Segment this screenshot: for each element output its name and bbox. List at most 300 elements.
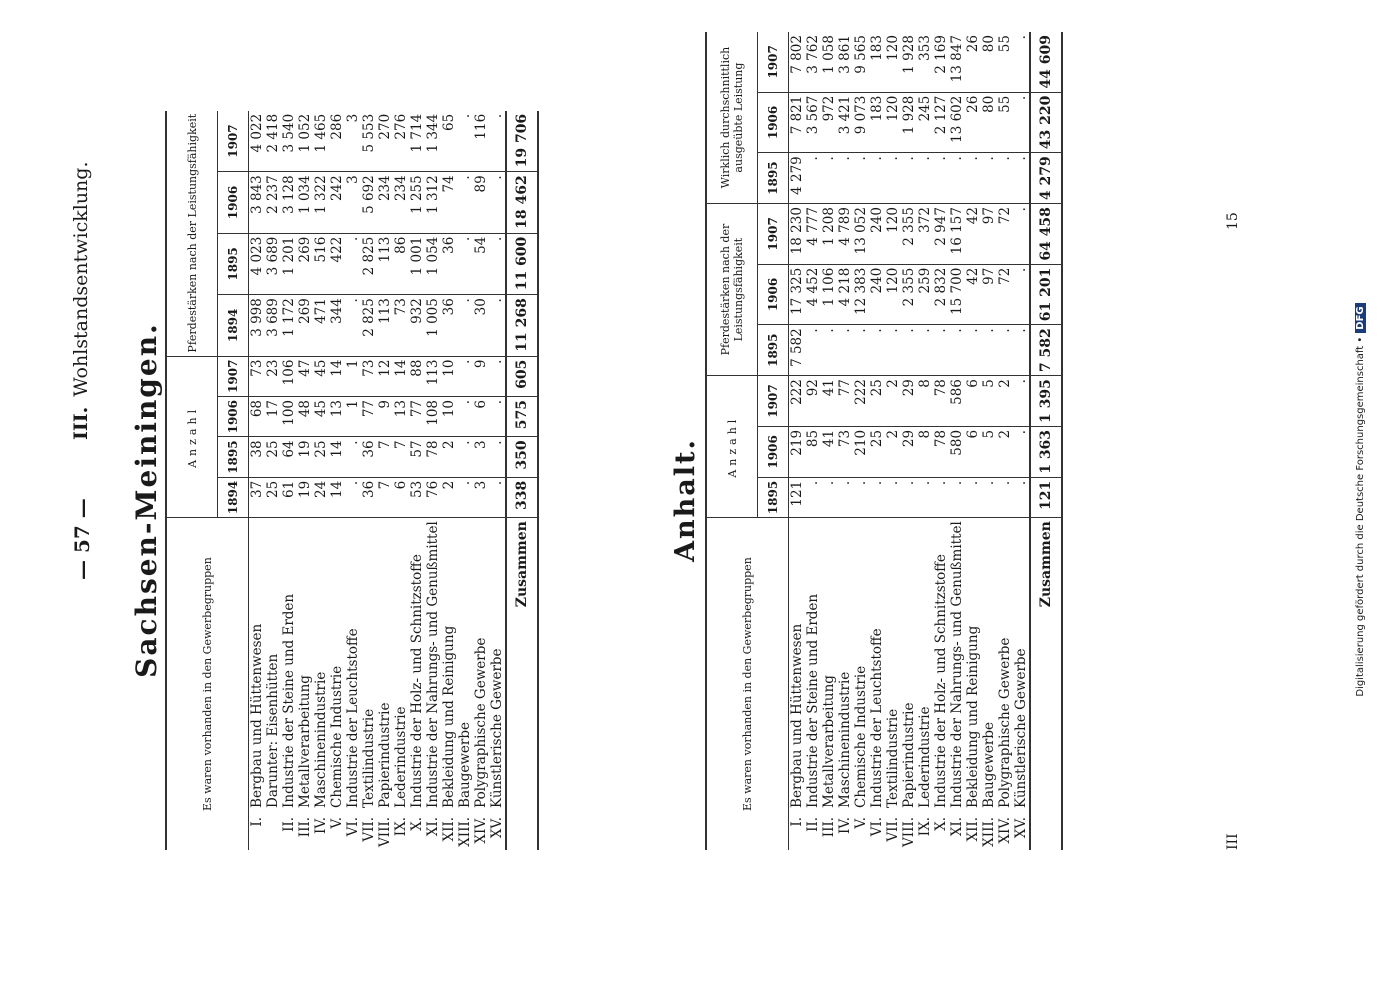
cell-value: . bbox=[837, 325, 853, 376]
row-label: Textilindustrie bbox=[361, 708, 377, 808]
cell-value: 25 bbox=[265, 437, 281, 477]
cell-value: 17 bbox=[265, 396, 281, 436]
cell-value: 97 bbox=[981, 264, 997, 325]
cell-value: . bbox=[965, 325, 981, 376]
cell-value: 29 bbox=[901, 426, 917, 477]
cell-value: 2 355 bbox=[901, 264, 917, 325]
cell-value: 36 bbox=[361, 437, 377, 477]
page-number: — 57 — bbox=[70, 498, 94, 580]
cell-value: 516 bbox=[313, 233, 329, 294]
row-number: II. bbox=[805, 816, 821, 832]
cell-value: 2 bbox=[885, 376, 901, 427]
group-header-anzahl: Anzahl bbox=[166, 356, 218, 518]
cell-value: 242 bbox=[329, 172, 345, 233]
row-number: I. bbox=[249, 816, 265, 827]
cell-value: 100 bbox=[281, 396, 297, 436]
row-label: Künstlerische Gewerbe bbox=[489, 648, 505, 808]
total-label: Zusammen bbox=[506, 518, 538, 850]
cell-value: 42 bbox=[965, 204, 981, 265]
total-value: 11 600 bbox=[506, 233, 538, 294]
cell-value: 73 bbox=[361, 356, 377, 396]
row-number: XII. bbox=[965, 816, 981, 842]
total-value: 7 582 bbox=[1030, 325, 1062, 376]
cell-value: 2 947 bbox=[933, 204, 949, 265]
cell-value: 2 169 bbox=[933, 32, 949, 92]
cell-value: 1 208 bbox=[821, 204, 837, 265]
cell-value: 10 bbox=[441, 396, 457, 436]
table-sachsen-meiningen bbox=[165, 111, 539, 850]
cell-value: . bbox=[489, 477, 506, 517]
row-number: IX. bbox=[917, 816, 933, 837]
row-label: Metallverarbeitung bbox=[297, 675, 313, 808]
total-value: 19 706 bbox=[506, 111, 538, 172]
year-header: 1895 bbox=[218, 233, 249, 294]
row-label: Industrie der Holz- und Schnitzstoffe bbox=[409, 554, 425, 808]
cell-value: 4 279 bbox=[789, 153, 806, 204]
row-number bbox=[265, 811, 281, 850]
group-header-pferdestaerken: Pferdestärken nach der Leistungsfähigkeit bbox=[166, 111, 218, 356]
cell-value: 972 bbox=[821, 92, 837, 153]
row-label: Industrie der Nahrungs- und Genußmittel bbox=[949, 521, 965, 808]
cell-value: 1 106 bbox=[821, 264, 837, 325]
row-label: Polygraphische Gewerbe bbox=[997, 637, 1013, 808]
table-row bbox=[917, 32, 933, 850]
section-title-anhalt: Anhalt. bbox=[670, 438, 701, 562]
signature-mark: III bbox=[1225, 833, 1241, 850]
cell-value: 61 bbox=[281, 477, 297, 517]
cell-value: 344 bbox=[329, 295, 345, 356]
cell-value: 78 bbox=[933, 376, 949, 427]
cell-value: . bbox=[1013, 153, 1030, 204]
row-label: Künstlerische Gewerbe bbox=[1013, 648, 1029, 808]
cell-value: 97 bbox=[981, 204, 997, 265]
cell-value: . bbox=[1013, 477, 1030, 517]
cell-value: 2 832 bbox=[933, 264, 949, 325]
table-row bbox=[821, 32, 837, 850]
cell-value: 8 bbox=[917, 376, 933, 427]
cell-value: . bbox=[949, 477, 965, 517]
row-number: XI. bbox=[949, 816, 965, 837]
cell-value: 116 bbox=[473, 111, 489, 172]
cell-value: 210 bbox=[853, 426, 869, 477]
cell-value: 1 714 bbox=[409, 111, 425, 172]
cell-value: 2 825 bbox=[361, 233, 377, 294]
cell-value: 3 540 bbox=[281, 111, 297, 172]
cell-value: 42 bbox=[965, 264, 981, 325]
cell-value: 245 bbox=[917, 92, 933, 153]
cell-value: 259 bbox=[917, 264, 933, 325]
cell-value: 2 355 bbox=[901, 204, 917, 265]
cell-value: 85 bbox=[805, 426, 821, 477]
cell-value: . bbox=[965, 477, 981, 517]
cell-value: . bbox=[457, 295, 473, 356]
row-label: Lederindustrie bbox=[393, 706, 409, 808]
chapter-number: III. bbox=[70, 406, 92, 440]
cell-value: 6 bbox=[965, 426, 981, 477]
cell-value: 422 bbox=[329, 233, 345, 294]
cell-value: 6 bbox=[965, 376, 981, 427]
cell-value: 3 128 bbox=[281, 172, 297, 233]
cell-value: . bbox=[345, 295, 361, 356]
cell-value: . bbox=[457, 233, 473, 294]
cell-value: 72 bbox=[997, 204, 1013, 265]
cell-value: 2 bbox=[885, 426, 901, 477]
cell-value: 1 255 bbox=[409, 172, 425, 233]
cell-value: 1 052 bbox=[297, 111, 313, 172]
cell-value: . bbox=[489, 233, 506, 294]
cell-value: . bbox=[821, 153, 837, 204]
row-label: Polygraphische Gewerbe bbox=[473, 637, 489, 808]
cell-value: 234 bbox=[377, 172, 393, 233]
cell-value: . bbox=[949, 325, 965, 376]
cell-value: 1 172 bbox=[281, 295, 297, 356]
cell-value: 3 bbox=[345, 172, 361, 233]
cell-value: 120 bbox=[885, 32, 901, 92]
cell-value: 1 201 bbox=[281, 233, 297, 294]
cell-value: . bbox=[997, 477, 1013, 517]
cell-value: . bbox=[981, 325, 997, 376]
total-value: 4 279 bbox=[1030, 153, 1062, 204]
cell-value: 3 689 bbox=[265, 233, 281, 294]
cell-value: 3 689 bbox=[265, 295, 281, 356]
row-number: V. bbox=[329, 816, 345, 829]
table-row bbox=[393, 111, 409, 850]
row-label: Bergbau und Hüttenwesen bbox=[789, 623, 805, 808]
cell-value: 1 344 bbox=[425, 111, 441, 172]
cell-value: . bbox=[837, 153, 853, 204]
cell-value: 26 bbox=[965, 32, 981, 92]
cell-value: . bbox=[901, 325, 917, 376]
cell-value: 471 bbox=[313, 295, 329, 356]
cell-value: 76 bbox=[425, 477, 441, 517]
cell-value: . bbox=[917, 325, 933, 376]
cell-value: 12 bbox=[377, 356, 393, 396]
row-number: XIV. bbox=[997, 816, 1013, 844]
cell-value: 15 700 bbox=[949, 264, 965, 325]
cell-value: 54 bbox=[473, 233, 489, 294]
cell-value: 68 bbox=[249, 396, 266, 436]
cell-value: 30 bbox=[473, 295, 489, 356]
cell-value: 6 bbox=[473, 396, 489, 436]
total-value: 43 220 bbox=[1030, 92, 1062, 153]
cell-value: 2 237 bbox=[265, 172, 281, 233]
row-number: III. bbox=[297, 816, 313, 838]
cell-value: 580 bbox=[949, 426, 965, 477]
cell-value: 1 465 bbox=[313, 111, 329, 172]
cell-value: 9 565 bbox=[853, 32, 869, 92]
cell-value: 26 bbox=[965, 92, 981, 153]
row-number: VI. bbox=[345, 816, 361, 837]
total-value: 1 395 bbox=[1030, 376, 1062, 427]
table-row bbox=[805, 32, 821, 850]
cell-value: 37 bbox=[249, 477, 266, 517]
cell-value: 89 bbox=[473, 172, 489, 233]
cell-value: 12 383 bbox=[853, 264, 869, 325]
table-row bbox=[313, 111, 329, 850]
total-value: 121 bbox=[1030, 477, 1062, 517]
row-number: VI. bbox=[869, 816, 885, 837]
cell-value: 9 bbox=[377, 396, 393, 436]
group-header-wirkliche-leistung: Wirklich durchschnittlich ausgeübte Leistung bbox=[706, 32, 758, 204]
cell-value: . bbox=[489, 111, 506, 172]
cell-value: 7 582 bbox=[789, 325, 806, 376]
cell-value: 73 bbox=[393, 295, 409, 356]
cell-value: 80 bbox=[981, 32, 997, 92]
cell-value: 92 bbox=[805, 376, 821, 427]
cell-value: 78 bbox=[425, 437, 441, 477]
year-header: 1906 bbox=[218, 172, 249, 233]
cell-value: 2 825 bbox=[361, 295, 377, 356]
year-header: 1894 bbox=[218, 295, 249, 356]
cell-value: 6 bbox=[393, 477, 409, 517]
cell-value: . bbox=[837, 477, 853, 517]
cell-value: 13 847 bbox=[949, 32, 965, 92]
cell-value: 5 bbox=[981, 426, 997, 477]
table-row bbox=[281, 111, 297, 850]
row-number: VII. bbox=[361, 816, 377, 842]
cell-value: 13 bbox=[393, 396, 409, 436]
cell-value: 1 058 bbox=[821, 32, 837, 92]
cell-value: . bbox=[885, 325, 901, 376]
cell-value: 269 bbox=[297, 233, 313, 294]
table-row bbox=[997, 32, 1013, 850]
row-label: Industrie der Steine und Erden bbox=[281, 593, 297, 808]
cell-value: . bbox=[1013, 264, 1030, 325]
total-row bbox=[1030, 32, 1062, 850]
cell-value: 222 bbox=[853, 376, 869, 427]
year-header: 1906 bbox=[758, 92, 789, 153]
row-number: XV. bbox=[489, 816, 505, 839]
row-number: X. bbox=[933, 816, 949, 831]
table-row bbox=[789, 32, 806, 850]
cell-value: 113 bbox=[377, 233, 393, 294]
cell-value: 13 052 bbox=[853, 204, 869, 265]
cell-value: 3 567 bbox=[805, 92, 821, 153]
cell-value: 7 802 bbox=[789, 32, 806, 92]
cell-value: 25 bbox=[869, 426, 885, 477]
cell-value: 932 bbox=[409, 295, 425, 356]
year-header: 1907 bbox=[758, 32, 789, 92]
cell-value: . bbox=[457, 356, 473, 396]
cell-value: 2 bbox=[441, 437, 457, 477]
cell-value: 2 bbox=[997, 426, 1013, 477]
cell-value: 3 762 bbox=[805, 32, 821, 92]
cell-value: . bbox=[345, 437, 361, 477]
cell-value: 19 bbox=[297, 437, 313, 477]
cell-value: . bbox=[901, 153, 917, 204]
cell-value: 269 bbox=[297, 295, 313, 356]
row-number: XV. bbox=[1013, 816, 1029, 839]
cell-value: . bbox=[933, 477, 949, 517]
total-value: 61 201 bbox=[1030, 264, 1062, 325]
cell-value: . bbox=[853, 153, 869, 204]
total-value: 64 458 bbox=[1030, 204, 1062, 265]
cell-value: 121 bbox=[789, 477, 806, 517]
credit-text: Digitalisierung gefördert durch die Deutsche Forschungsgemeinschaft • bbox=[1355, 336, 1366, 697]
cell-value: 25 bbox=[313, 437, 329, 477]
cell-value: . bbox=[853, 325, 869, 376]
cell-value: 120 bbox=[885, 264, 901, 325]
cell-value: 7 821 bbox=[789, 92, 806, 153]
cell-value: 5 bbox=[981, 376, 997, 427]
cell-value: 4 218 bbox=[837, 264, 853, 325]
cell-value: 14 bbox=[393, 356, 409, 396]
cell-value: 1 928 bbox=[901, 32, 917, 92]
cell-value: 1 001 bbox=[409, 233, 425, 294]
cell-value: 25 bbox=[869, 376, 885, 427]
running-title-text: Wohlstandsentwicklung. bbox=[70, 161, 92, 397]
cell-value: 3 998 bbox=[249, 295, 266, 356]
row-number: IV. bbox=[313, 816, 329, 834]
cell-value: 4 023 bbox=[249, 233, 266, 294]
table-row bbox=[345, 111, 361, 850]
cell-value: 120 bbox=[885, 92, 901, 153]
cell-value: . bbox=[489, 396, 506, 436]
total-value: 605 bbox=[506, 356, 538, 396]
cell-value: 80 bbox=[981, 92, 997, 153]
row-number: IX. bbox=[393, 816, 409, 837]
cell-value: . bbox=[1013, 325, 1030, 376]
cell-value: 55 bbox=[997, 32, 1013, 92]
cell-value: . bbox=[997, 153, 1013, 204]
cell-value: 2 bbox=[441, 477, 457, 517]
table-row bbox=[425, 111, 441, 850]
table-row bbox=[361, 111, 377, 850]
cell-value: 1 005 bbox=[425, 295, 441, 356]
cell-value: 9 073 bbox=[853, 92, 869, 153]
cell-value: 13 bbox=[329, 396, 345, 436]
cell-value: 240 bbox=[869, 204, 885, 265]
row-label: Chemische Industrie bbox=[329, 665, 345, 808]
cell-value: 73 bbox=[249, 356, 266, 396]
table-row bbox=[249, 111, 266, 850]
cell-value: 72 bbox=[997, 264, 1013, 325]
row-label: Papierindustrie bbox=[901, 702, 917, 808]
table-row bbox=[265, 111, 281, 850]
cell-value: 23 bbox=[265, 356, 281, 396]
cell-value: . bbox=[933, 153, 949, 204]
row-number: VII. bbox=[885, 816, 901, 842]
table-row bbox=[329, 111, 345, 850]
cell-value: 1 322 bbox=[313, 172, 329, 233]
table-row bbox=[853, 32, 869, 850]
table-row bbox=[901, 32, 917, 850]
cell-value: . bbox=[457, 477, 473, 517]
row-number: V. bbox=[853, 816, 869, 829]
table-row bbox=[473, 111, 489, 850]
cell-value: 2 418 bbox=[265, 111, 281, 172]
table-row bbox=[441, 111, 457, 850]
cell-value: . bbox=[933, 325, 949, 376]
section-title-sachsen: Sachsen-Meiningen. bbox=[130, 322, 163, 678]
table-row bbox=[409, 111, 425, 850]
cell-value: . bbox=[949, 153, 965, 204]
cell-value: 2 bbox=[997, 376, 1013, 427]
cell-value: 86 bbox=[393, 233, 409, 294]
sheet-number: 15 bbox=[1225, 212, 1241, 230]
cell-value: 18 230 bbox=[789, 204, 806, 265]
cell-value: . bbox=[489, 437, 506, 477]
year-header: 1895 bbox=[758, 325, 789, 376]
cell-value: 4 777 bbox=[805, 204, 821, 265]
row-label: Industrie der Nahrungs- und Genußmittel bbox=[425, 521, 441, 808]
cell-value: 36 bbox=[441, 295, 457, 356]
row-label: Textilindustrie bbox=[885, 708, 901, 808]
cell-value: 7 bbox=[393, 437, 409, 477]
row-number: VIII. bbox=[377, 816, 393, 847]
cell-value: . bbox=[1013, 376, 1030, 427]
cell-value: . bbox=[1013, 92, 1030, 153]
row-label: Bekleidung und Reinigung bbox=[441, 625, 457, 808]
cell-value: 108 bbox=[425, 396, 441, 436]
cell-value: . bbox=[869, 477, 885, 517]
row-label: Industrie der Leuchtstoffe bbox=[345, 628, 361, 808]
year-header: 1906 bbox=[758, 426, 789, 477]
cell-value: 55 bbox=[997, 92, 1013, 153]
row-label: Bergbau und Hüttenwesen bbox=[249, 623, 265, 808]
cell-value: . bbox=[853, 477, 869, 517]
table-row bbox=[965, 32, 981, 850]
table-row bbox=[869, 32, 885, 850]
cell-value: 8 bbox=[917, 426, 933, 477]
cell-value: 240 bbox=[869, 264, 885, 325]
cell-value: 24 bbox=[313, 477, 329, 517]
cell-value: . bbox=[489, 356, 506, 396]
row-number: XI. bbox=[425, 816, 441, 837]
cell-value: 77 bbox=[837, 376, 853, 427]
cell-value: 183 bbox=[869, 92, 885, 153]
row-label: Industrie der Leuchtstoffe bbox=[869, 628, 885, 808]
row-label: Baugewerbe bbox=[457, 722, 473, 808]
cell-value: 88 bbox=[409, 356, 425, 396]
group-header-anzahl: Anzahl bbox=[706, 376, 758, 518]
row-label: Darunter: Eisenhütten bbox=[265, 653, 281, 808]
cell-value: 1 054 bbox=[425, 233, 441, 294]
row-label: Metallverarbeitung bbox=[821, 675, 837, 808]
cell-value: . bbox=[489, 295, 506, 356]
cell-value: 1 bbox=[345, 396, 361, 436]
cell-value: . bbox=[457, 396, 473, 436]
cell-value: . bbox=[917, 153, 933, 204]
column-label: Es waren vorhanden in den Gewerbegruppen bbox=[706, 518, 789, 850]
cell-value: 57 bbox=[409, 437, 425, 477]
cell-value: . bbox=[489, 172, 506, 233]
page-header bbox=[70, 0, 110, 1000]
table-row bbox=[489, 111, 506, 850]
row-number: XIII. bbox=[457, 816, 473, 847]
row-label: Papierindustrie bbox=[377, 702, 393, 808]
cell-value: 14 bbox=[329, 356, 345, 396]
year-header: 1907 bbox=[218, 356, 249, 396]
cell-value: . bbox=[821, 477, 837, 517]
cell-value: 1 034 bbox=[297, 172, 313, 233]
cell-value: 4 452 bbox=[805, 264, 821, 325]
cell-value: 53 bbox=[409, 477, 425, 517]
table-row bbox=[933, 32, 949, 850]
cell-value: 7 bbox=[377, 477, 393, 517]
cell-value: 73 bbox=[837, 426, 853, 477]
cell-value: 29 bbox=[901, 376, 917, 427]
cell-value: 48 bbox=[297, 396, 313, 436]
cell-value: 3 843 bbox=[249, 172, 266, 233]
cell-value: 2 127 bbox=[933, 92, 949, 153]
cell-value: 65 bbox=[441, 111, 457, 172]
cell-value: 13 602 bbox=[949, 92, 965, 153]
row-number: IV. bbox=[837, 816, 853, 834]
cell-value: . bbox=[997, 325, 1013, 376]
cell-value: 36 bbox=[361, 477, 377, 517]
cell-value: 41 bbox=[821, 376, 837, 427]
